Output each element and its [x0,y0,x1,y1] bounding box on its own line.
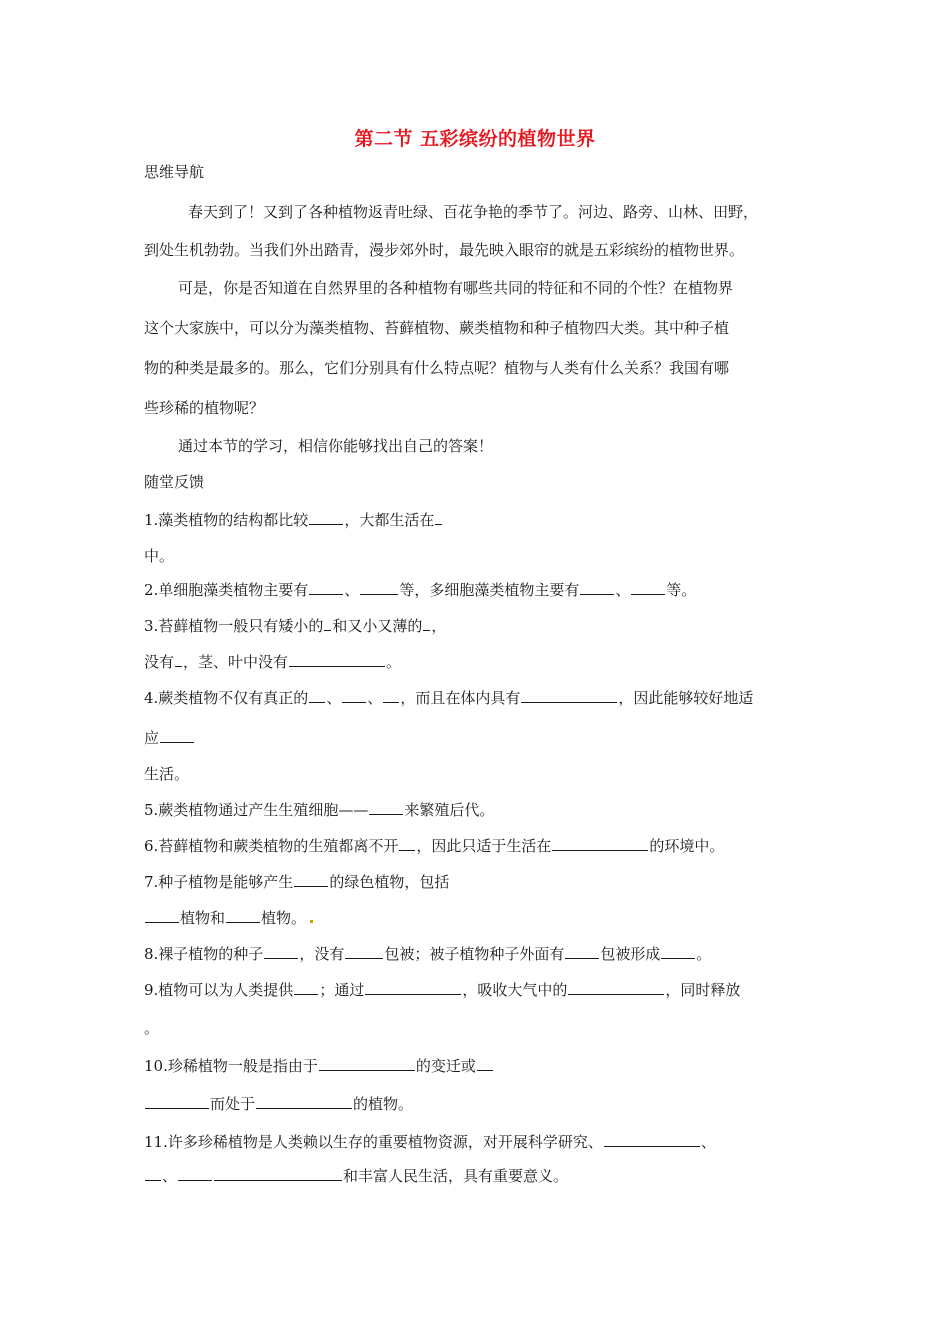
blank[interactable] [399,836,415,851]
blank[interactable] [214,1166,342,1181]
blank[interactable] [309,688,325,703]
intro-line-4: 这个大家族中，可以分为藻类植物、苔藓植物、蕨类植物和种子植物四大类。其中种子植 [144,319,730,337]
blank[interactable] [294,872,328,887]
blank[interactable] [175,652,182,667]
page-title: 第二节 五彩缤纷的植物世界 [354,128,596,150]
speck-mark [310,920,313,923]
blank[interactable] [477,1056,493,1071]
question-9: 9.植物可以为人类提供 ；通过 ，吸收大气中的 ，同时释放 [144,981,741,999]
question-9-cont: 。 [144,1019,160,1037]
blank[interactable] [145,908,179,923]
question-1-cont: 中。 [144,547,175,565]
question-4-cont-2: 生活。 [144,765,190,783]
blank[interactable] [345,944,383,959]
question-7: 7.种子植物是能够产生 的绿色植物，包括 [144,873,450,891]
section-heading-intro: 思维导航 [144,163,205,181]
question-10-cont: 而处于 的植物。 [144,1094,413,1114]
question-1: 1.藻类植物的结构都比较 ，大都生活在 [144,510,443,530]
blank[interactable] [160,728,194,743]
blank[interactable] [369,800,403,815]
intro-line-2: 到处生机勃勃。当我们外出踏青，漫步郊外时，最先映入眼帘的就是五彩缤纷的植物世界。 [144,241,745,259]
question-11: 11.许多珍稀植物是人类赖以生存的重要植物资源，对开展科学研究、 、 [144,1133,716,1151]
blank[interactable] [631,580,665,595]
question-6: 6.苔藓植物和蕨类植物的生殖都离不开 ，因此只适于生活在 的环境中。 [144,837,725,855]
intro-line-7: 通过本节的学习，相信你能够找出自己的答案！ [178,437,494,455]
blank[interactable] [580,580,614,595]
blank[interactable] [360,580,398,595]
blank[interactable] [423,616,430,631]
blank[interactable] [324,616,331,631]
question-5: 5.蕨类植物通过产生生殖细胞—— 来繁殖后代。 [144,801,495,819]
blank[interactable] [661,944,695,959]
intro-line-1: 春天到了！又到了各种植物返青吐绿、百花争艳的季节了。河边、路旁、山林、田野， [188,203,759,221]
blank[interactable] [178,1166,212,1181]
blank[interactable] [342,688,366,703]
question-10: 10.珍稀植物一般是指由于 的变迁或 [144,1056,494,1076]
question-8: 8.裸子植物的种子 ，没有 包被；被子植物种子外面有 包被形成 。 [144,945,712,963]
blank[interactable] [145,1094,209,1109]
blank[interactable] [309,510,343,525]
intro-line-3: 可是，你是否知道在自然界里的各种植物有哪些共同的特征和不同的个性？在植物界 [178,279,734,297]
blank[interactable] [226,908,260,923]
blank[interactable] [435,510,442,525]
blank[interactable] [521,688,617,703]
section-heading-feedback: 随堂反馈 [144,473,205,491]
question-3-cont: 没有 ，茎、叶中没有 。 [144,653,402,671]
blank[interactable] [319,1056,415,1071]
blank[interactable] [264,944,298,959]
blank[interactable] [568,980,664,995]
question-7-cont: 植物和 植物。 [144,908,313,928]
question-4: 4.蕨类植物不仅有真正的 、 、 ，而且在体内具有 ，因此能够较好地适 [144,689,754,707]
question-2: 2.单细胞藻类植物主要有 、 等，多细胞藻类植物主要有 、 等。 [144,581,697,599]
blank[interactable] [604,1132,700,1147]
blank[interactable] [552,836,648,851]
blank[interactable] [289,652,385,667]
question-4-cont: 应 [144,728,195,748]
blank[interactable] [294,980,318,995]
blank[interactable] [256,1094,352,1109]
question-11-cont: 、 和丰富人民生活，具有重要意义。 [144,1166,568,1186]
intro-line-6: 些珍稀的植物呢？ [144,399,265,417]
intro-line-5: 物的种类是最多的。那么，它们分别具有什么特点呢？植物与人类有什么关系？我国有哪 [144,359,730,377]
blank[interactable] [383,688,399,703]
blank[interactable] [365,980,461,995]
question-3: 3.苔藓植物一般只有矮小的 和又小又薄的 ， [144,617,447,635]
blank[interactable] [145,1166,161,1181]
blank[interactable] [309,580,343,595]
blank[interactable] [565,944,599,959]
